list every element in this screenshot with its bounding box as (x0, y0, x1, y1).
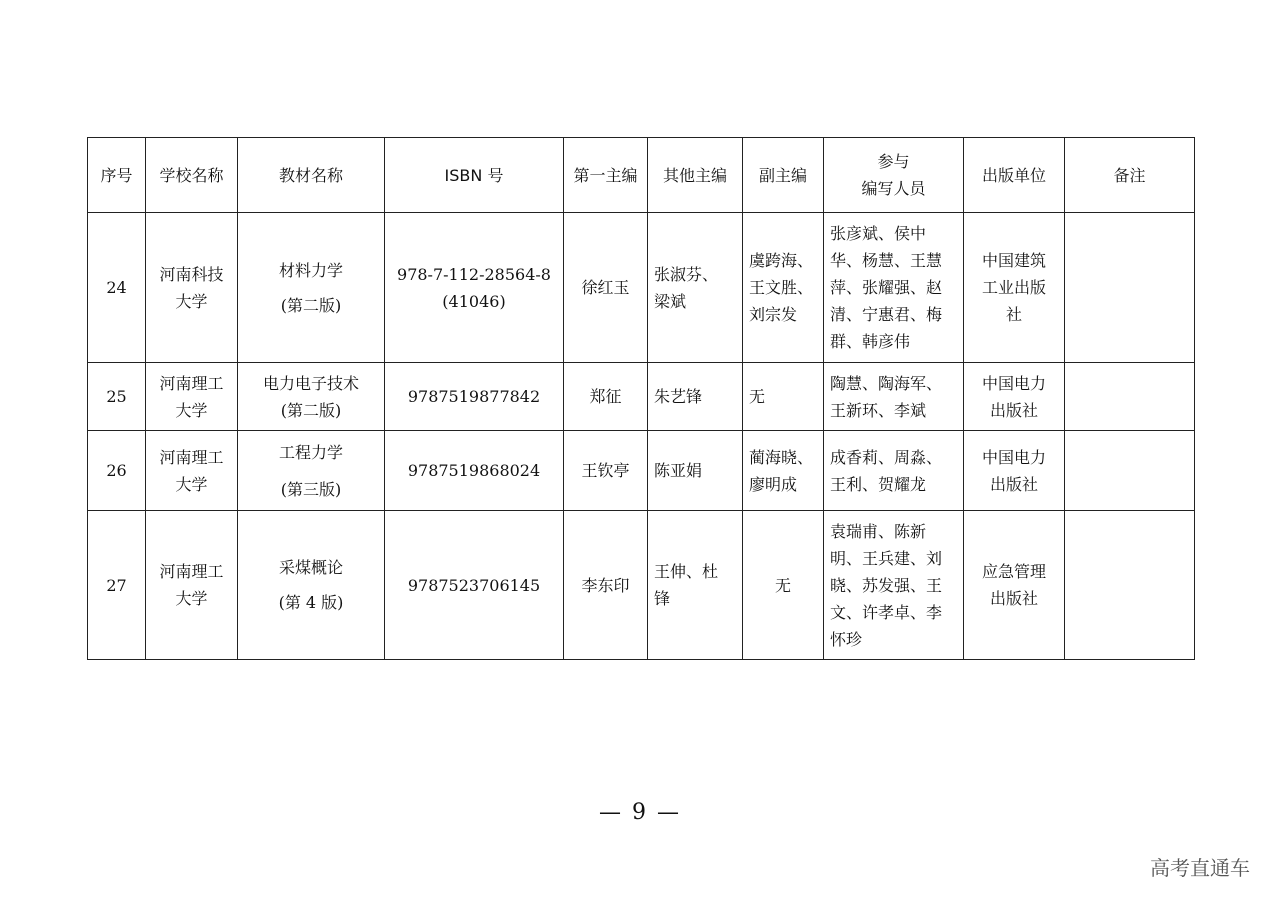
school-line: 河南理工 (159, 562, 224, 581)
header-writers (824, 138, 964, 213)
school-line: 大学 (175, 400, 208, 420)
book-line: (第 4 版) (278, 593, 344, 612)
row-other-editors: 陈亚娟 (648, 431, 743, 511)
row-seq: 26 (88, 431, 146, 511)
row-first-editor: 李东印 (564, 511, 648, 660)
writers-line: 袁瑞甫、陈新 (830, 521, 927, 541)
header-writers-l2: 编写人员 (861, 179, 926, 198)
header-isbn: ISBN 号 (385, 138, 564, 213)
header-publisher: 出版单位 (964, 138, 1065, 213)
row-publisher (964, 431, 1065, 511)
row-deputy-editors (743, 431, 824, 511)
row-note (1065, 363, 1195, 431)
header-first-editor: 第一主编 (564, 138, 648, 213)
writers-line: 怀珍 (830, 629, 863, 649)
book-line: 工程力学 (278, 442, 343, 462)
row-isbn: 9787523706145 (385, 511, 564, 660)
row-first-editor: 王钦亭 (564, 431, 648, 511)
writers-line: 晓、苏发强、王 (830, 575, 943, 595)
writers-line: 张彦斌、侯中 (830, 224, 927, 243)
publisher-line: 工业出版 (981, 278, 1046, 297)
writers-line: 陶慧、陶海军、 (830, 373, 943, 393)
textbook-table (87, 137, 1195, 660)
row-writers (824, 431, 964, 511)
row-writers (824, 511, 964, 660)
table-row (88, 511, 1195, 660)
row-isbn (385, 213, 564, 363)
publisher-line: 出版社 (989, 589, 1038, 608)
deputy-line: 蔺海晓、 (749, 447, 814, 467)
school-line: 大学 (175, 589, 208, 608)
writers-line: 华、杨慧、王慧 (830, 251, 943, 270)
row-other-editors (648, 213, 743, 363)
row-book (238, 511, 385, 660)
book-line: 电力电子技术 (262, 373, 359, 393)
header-book: 教材名称 (238, 138, 385, 213)
deputy-line: 刘宗发 (749, 305, 798, 324)
header-note: 备注 (1065, 138, 1195, 213)
writers-line: 明、王兵建、刘 (830, 548, 943, 568)
publisher-line: 中国建筑 (981, 251, 1046, 270)
header-seq: 序号 (88, 138, 146, 213)
publisher-line: 社 (1005, 305, 1022, 324)
book-line: (第二版) (280, 295, 342, 315)
row-note (1065, 431, 1195, 511)
writers-line: 清、宁惠君、梅 (830, 305, 943, 324)
row-first-editor: 郑征 (564, 363, 648, 431)
school-line: 大学 (175, 291, 208, 311)
row-seq: 27 (88, 511, 146, 660)
row-deputy-editors: 无 (743, 363, 824, 431)
row-note (1065, 511, 1195, 660)
row-school (146, 213, 238, 363)
school-line: 河南理工 (159, 373, 224, 393)
publisher-line: 中国电力 (981, 373, 1046, 393)
writers-line: 萍、张耀强、赵 (830, 278, 943, 297)
header-writers-l1: 参与 (877, 152, 910, 171)
isbn-line: (41046) (442, 291, 506, 311)
row-publisher (964, 363, 1065, 431)
row-book (238, 213, 385, 363)
row-deputy-editors: 无 (743, 511, 824, 660)
table-row (88, 431, 1195, 511)
book-line: (第三版) (280, 479, 342, 499)
deputy-line: 廖明成 (749, 474, 798, 494)
row-seq: 25 (88, 363, 146, 431)
row-other-editors (648, 511, 743, 660)
row-book (238, 363, 385, 431)
writers-line: 文、许孝卓、李 (830, 602, 943, 622)
writers-line: 王利、贺耀龙 (830, 474, 927, 494)
watermark: 高考直通车 (1150, 856, 1250, 880)
page-number: — 9 — (599, 800, 681, 825)
row-first-editor: 徐红玉 (564, 213, 648, 363)
publisher-line: 出版社 (989, 400, 1038, 420)
row-note (1065, 213, 1195, 363)
row-deputy-editors (743, 213, 824, 363)
row-writers (824, 213, 964, 363)
row-writers (824, 363, 964, 431)
row-publisher (964, 511, 1065, 660)
publisher-line: 中国电力 (981, 447, 1046, 467)
row-school (146, 431, 238, 511)
header-other-editors: 其他主编 (648, 138, 743, 213)
isbn-line: 978-7-112-28564-8 (397, 264, 551, 284)
row-publisher (964, 213, 1065, 363)
school-line: 河南科技 (159, 264, 224, 284)
header-row (88, 138, 1195, 213)
deputy-line: 王文胜、 (749, 278, 814, 297)
other-line: 王伸、杜 (654, 562, 719, 581)
publisher-line: 应急管理 (981, 562, 1046, 581)
row-other-editors: 朱艺锋 (648, 363, 743, 431)
writers-line: 成香莉、周淼、 (830, 447, 943, 467)
school-line: 大学 (175, 474, 208, 494)
row-isbn: 9787519868024 (385, 431, 564, 511)
row-school (146, 363, 238, 431)
book-line: 采煤概论 (278, 558, 343, 577)
header-school: 学校名称 (146, 138, 238, 213)
deputy-line: 虞跨海、 (749, 251, 814, 270)
writers-line: 群、韩彦伟 (830, 332, 911, 351)
publisher-line: 出版社 (989, 474, 1038, 494)
table-row (88, 363, 1195, 431)
table-row (88, 213, 1195, 363)
other-line: 锋 (654, 589, 671, 608)
school-line: 河南理工 (159, 447, 224, 467)
book-line: 材料力学 (278, 260, 343, 280)
other-line: 张淑芬、 (654, 264, 719, 284)
other-line: 梁斌 (654, 291, 687, 311)
header-deputy-editors: 副主编 (743, 138, 824, 213)
book-line: (第二版) (280, 400, 342, 420)
row-seq: 24 (88, 213, 146, 363)
writers-line: 王新环、李斌 (830, 400, 927, 420)
row-school (146, 511, 238, 660)
row-book (238, 431, 385, 511)
row-isbn: 9787519877842 (385, 363, 564, 431)
